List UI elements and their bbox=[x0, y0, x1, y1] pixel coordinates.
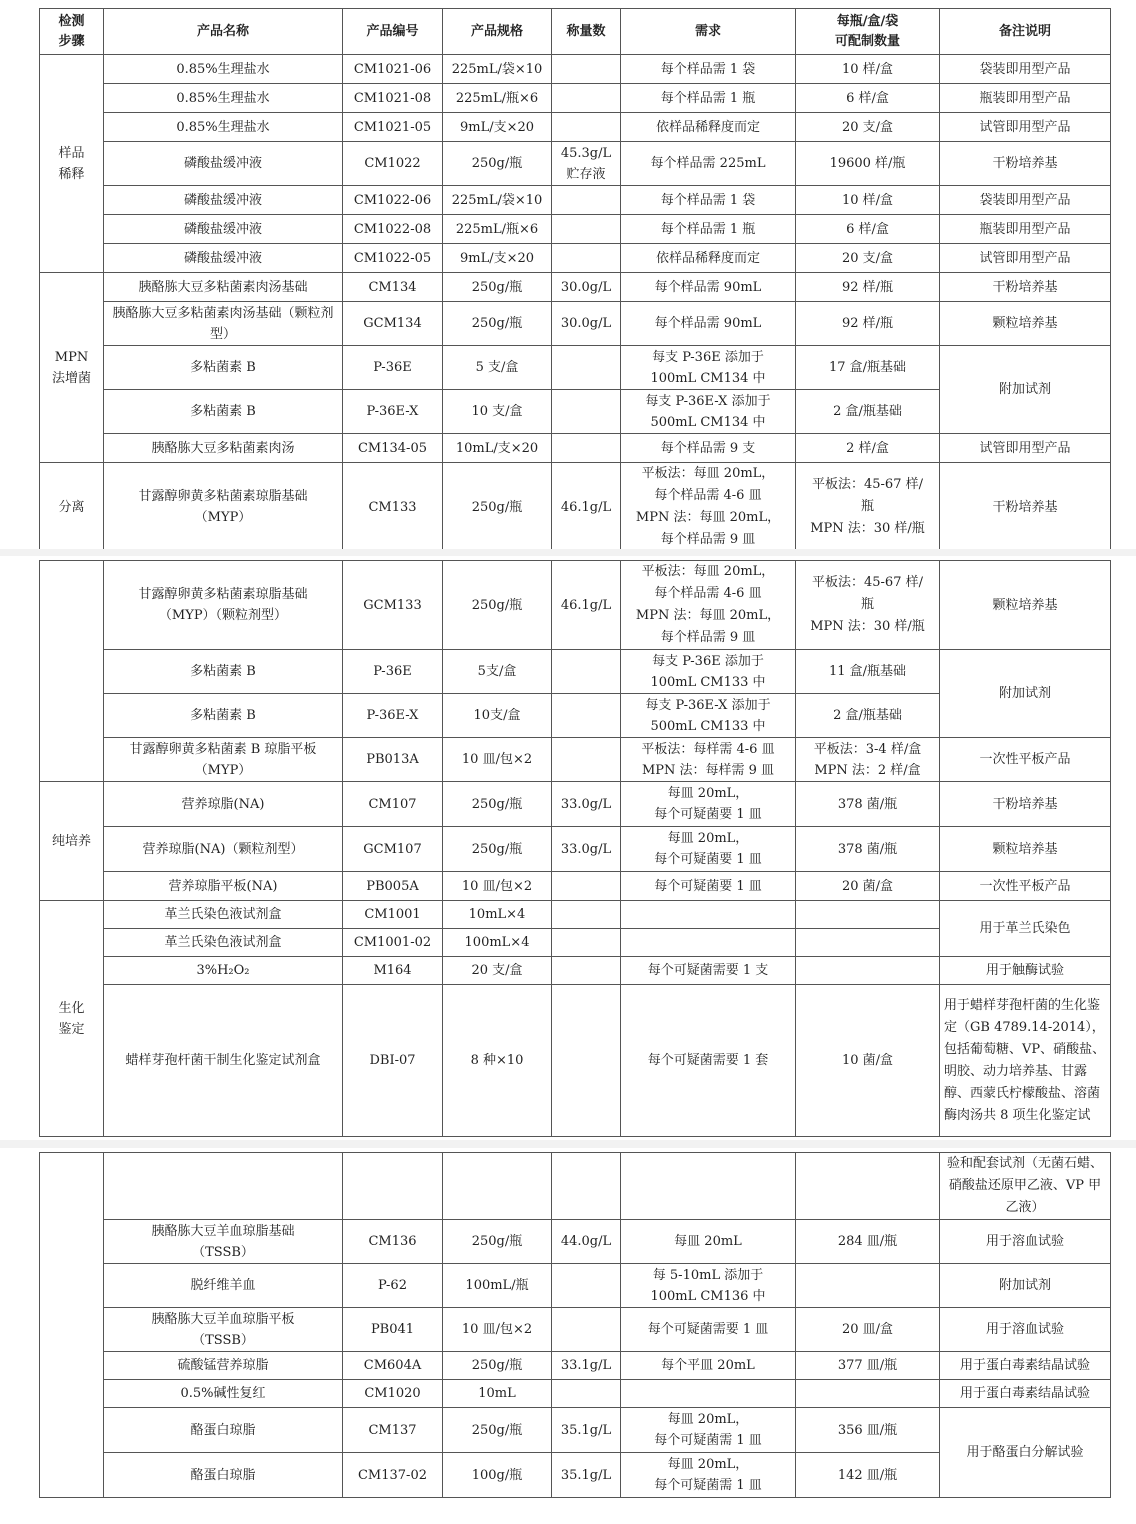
cell-spec: 10 皿/包×2 bbox=[443, 1308, 552, 1352]
cell-name: 革兰氏染色液试剂盒 bbox=[104, 901, 343, 929]
cell-note: 颗粒培养基 bbox=[940, 827, 1111, 872]
cell-name: 多粘菌素 B bbox=[104, 346, 343, 390]
cell-weigh bbox=[552, 985, 621, 1137]
cell-code: PB013A bbox=[343, 738, 443, 782]
cell-note: 用于革兰氏染色 bbox=[940, 901, 1111, 957]
cell-need: 每个样品需 1 袋 bbox=[621, 186, 796, 215]
table-row bbox=[40, 1264, 1111, 1308]
table-row bbox=[40, 273, 1111, 302]
table-row bbox=[40, 782, 1111, 827]
cell-name: 革兰氏染色液试剂盒 bbox=[104, 929, 343, 957]
cell-spec: 100mL×4 bbox=[443, 929, 552, 957]
cell-yield: 20 皿/盒 bbox=[796, 1308, 940, 1352]
cell-yield: 平板法：3-4 样/盒 MPN 法：2 样/盒 bbox=[796, 738, 940, 782]
cell-yield: 356 皿/瓶 bbox=[796, 1408, 940, 1453]
cell-weigh bbox=[552, 901, 621, 929]
cell-note: 袋装即用型产品 bbox=[940, 55, 1111, 84]
table-row bbox=[40, 186, 1111, 215]
cell-note: 用于酪蛋白分解试验 bbox=[940, 1408, 1111, 1498]
cell-note: 颗粒培养基 bbox=[940, 561, 1111, 650]
cell-need bbox=[621, 1153, 796, 1220]
cell-name: 营养琼脂(NA) bbox=[104, 782, 343, 827]
cell-spec: 5 支/盒 bbox=[443, 346, 552, 390]
cell-spec: 10 皿/包×2 bbox=[443, 872, 552, 901]
table-row bbox=[40, 1408, 1111, 1453]
table-row bbox=[40, 1220, 1111, 1264]
cell-code: GCM134 bbox=[343, 302, 443, 346]
cell-need: 每个可疑菌要 1 皿 bbox=[621, 872, 796, 901]
cell-code: CM1022-08 bbox=[343, 215, 443, 244]
cell-note: 干粉培养基 bbox=[940, 463, 1111, 552]
cell-spec: 250g/瓶 bbox=[443, 1220, 552, 1264]
cell-note: 干粉培养基 bbox=[940, 273, 1111, 302]
table-row bbox=[40, 55, 1111, 84]
header-name: 产品名称 bbox=[104, 9, 343, 55]
cell-spec: 10mL×4 bbox=[443, 901, 552, 929]
cell-weigh: 35.1g/L bbox=[552, 1453, 621, 1498]
cell-need: 每个样品需 225mL bbox=[621, 142, 796, 186]
cell-yield: 平板法：45-67 样/ 瓶 MPN 法：30 样/瓶 bbox=[796, 561, 940, 650]
cell-need: 每支 P-36E 添加于 100mL CM134 中 bbox=[621, 346, 796, 390]
cell-spec: 225mL/袋×10 bbox=[443, 55, 552, 84]
cell-need: 每个样品需 1 袋 bbox=[621, 55, 796, 84]
cell-name: 胰酪胨大豆多粘菌素肉汤 bbox=[104, 434, 343, 463]
step-dilution: 样品 稀释 bbox=[40, 55, 104, 273]
cell-name: 酪蛋白琼脂 bbox=[104, 1453, 343, 1498]
cell-yield: 6 样/盒 bbox=[796, 215, 940, 244]
cell-yield: 10 样/盒 bbox=[796, 55, 940, 84]
cell-need: 每个样品需 90mL bbox=[621, 273, 796, 302]
cell-need: 每支 P-36E 添加于 100mL CM133 中 bbox=[621, 650, 796, 694]
cell-name: 营养琼脂平板(NA) bbox=[104, 872, 343, 901]
cell-code: PB041 bbox=[343, 1308, 443, 1352]
cell-note: 瓶装即用型产品 bbox=[940, 215, 1111, 244]
cell-yield: 17 盒/瓶基础 bbox=[796, 346, 940, 390]
cell-code: CM137 bbox=[343, 1408, 443, 1453]
cell-weigh bbox=[552, 738, 621, 782]
cell-yield: 2 盒/瓶基础 bbox=[796, 390, 940, 434]
table-row bbox=[40, 827, 1111, 872]
cell-name: 0.85%生理盐水 bbox=[104, 113, 343, 142]
table-row bbox=[40, 434, 1111, 463]
header-code: 产品编号 bbox=[343, 9, 443, 55]
cell-weigh: 46.1g/L bbox=[552, 561, 621, 650]
cell-weigh bbox=[552, 872, 621, 901]
cell-weigh bbox=[552, 929, 621, 957]
cell-weigh: 46.1g/L bbox=[552, 463, 621, 552]
cell-code: CM1020 bbox=[343, 1380, 443, 1408]
table-row bbox=[40, 302, 1111, 346]
cell-need bbox=[621, 1380, 796, 1408]
cell-yield: 10 样/盒 bbox=[796, 186, 940, 215]
cell-note: 干粉培养基 bbox=[940, 782, 1111, 827]
cell-code: DBI-07 bbox=[343, 985, 443, 1137]
table-row bbox=[40, 738, 1111, 782]
cell-code: CM1001-02 bbox=[343, 929, 443, 957]
cell-spec: 250g/瓶 bbox=[443, 827, 552, 872]
step-pure-culture: 纯培养 bbox=[40, 782, 104, 901]
cell-spec: 250g/瓶 bbox=[443, 142, 552, 186]
cell-need: 依样品稀释度而定 bbox=[621, 244, 796, 273]
cell-yield: 11 盒/瓶基础 bbox=[796, 650, 940, 694]
cell-need: 平板法：每皿 20mL， 每个样品需 4-6 皿 MPN 法：每皿 20mL， 每个样品需 9 皿 bbox=[621, 561, 796, 650]
cell-note: 附加试剂 bbox=[940, 346, 1111, 434]
cell-yield: 377 皿/瓶 bbox=[796, 1352, 940, 1380]
cell-note: 用于溶血试验 bbox=[940, 1220, 1111, 1264]
cell-yield bbox=[796, 1380, 940, 1408]
step-mpn: MPN 法增菌 bbox=[40, 273, 104, 463]
cell-note: 用于蛋白毒素结晶试验 bbox=[940, 1352, 1111, 1380]
cell-need bbox=[621, 901, 796, 929]
cell-code: M164 bbox=[343, 957, 443, 985]
cell-code: CM136 bbox=[343, 1220, 443, 1264]
cell-spec: 250g/瓶 bbox=[443, 273, 552, 302]
header-spec: 产品规格 bbox=[443, 9, 552, 55]
cell-name: 磷酸盐缓冲液 bbox=[104, 186, 343, 215]
cell-name: 磷酸盐缓冲液 bbox=[104, 215, 343, 244]
cell-spec: 100mL/瓶 bbox=[443, 1264, 552, 1308]
page-3 bbox=[0, 1148, 1136, 1524]
cell-spec: 10 皿/包×2 bbox=[443, 738, 552, 782]
cell-weigh: 33.0g/L bbox=[552, 827, 621, 872]
cell-code: P-36E bbox=[343, 346, 443, 390]
cell-name: 胰酪胨大豆羊血琼脂平板 （TSSB） bbox=[104, 1308, 343, 1352]
cell-name: 磷酸盐缓冲液 bbox=[104, 142, 343, 186]
cell-name: 营养琼脂(NA)（颗粒剂型） bbox=[104, 827, 343, 872]
cell-weigh bbox=[552, 1308, 621, 1352]
cell-need: 每皿 20mL， 每个可疑菌要 1 皿 bbox=[621, 827, 796, 872]
cell-note: 颗粒培养基 bbox=[940, 302, 1111, 346]
header-weigh: 称量数 bbox=[552, 9, 621, 55]
cell-note: 一次性平板产品 bbox=[940, 872, 1111, 901]
cell-spec: 20 支/盒 bbox=[443, 957, 552, 985]
cell-code: CM1001 bbox=[343, 901, 443, 929]
cell-name: 甘露醇卵黄多粘菌素琼脂基础 （MYP）（颗粒剂型） bbox=[104, 561, 343, 650]
cell-spec: 250g/瓶 bbox=[443, 782, 552, 827]
cell-spec: 100g/瓶 bbox=[443, 1453, 552, 1498]
table-row bbox=[40, 901, 1111, 929]
step-biochem-cont bbox=[40, 1153, 104, 1498]
product-table-page-1 bbox=[39, 8, 1111, 552]
cell-weigh bbox=[552, 346, 621, 390]
cell-yield: 284 皿/瓶 bbox=[796, 1220, 940, 1264]
cell-spec: 5支/盒 bbox=[443, 650, 552, 694]
cell-spec: 250g/瓶 bbox=[443, 1408, 552, 1453]
cell-spec: 250g/瓶 bbox=[443, 1352, 552, 1380]
cell-spec: 225mL/瓶×6 bbox=[443, 215, 552, 244]
product-table-page-3 bbox=[39, 1152, 1111, 1498]
cell-need: 每个可疑菌需要 1 套 bbox=[621, 985, 796, 1137]
cell-code: CM134-05 bbox=[343, 434, 443, 463]
cell-weigh bbox=[552, 113, 621, 142]
cell-yield: 平板法：45-67 样/ 瓶 MPN 法：30 样/瓶 bbox=[796, 463, 940, 552]
cell-spec: 8 种×10 bbox=[443, 985, 552, 1137]
cell-yield bbox=[796, 957, 940, 985]
cell-spec bbox=[443, 1153, 552, 1220]
header-need: 需求 bbox=[621, 9, 796, 55]
cell-name: 多粘菌素 B bbox=[104, 694, 343, 738]
cell-yield bbox=[796, 1153, 940, 1220]
cell-weigh bbox=[552, 957, 621, 985]
header-yield: 每瓶/盒/袋 可配制数量 bbox=[796, 9, 940, 55]
cell-need: 平板法：每皿 20mL， 每个样品需 4-6 皿 MPN 法：每皿 20mL， 每个样品需 9 皿 bbox=[621, 463, 796, 552]
cell-name: 硫酸锰营养琼脂 bbox=[104, 1352, 343, 1380]
cell-code: CM1022-05 bbox=[343, 244, 443, 273]
table-row bbox=[40, 1380, 1111, 1408]
cell-code: CM1022 bbox=[343, 142, 443, 186]
cell-need: 每个样品需 1 瓶 bbox=[621, 84, 796, 113]
cell-weigh bbox=[552, 84, 621, 113]
cell-name: 3%H₂O₂ bbox=[104, 957, 343, 985]
cell-code: P-36E bbox=[343, 650, 443, 694]
cell-yield: 20 菌/盒 bbox=[796, 872, 940, 901]
cell-code: GCM107 bbox=[343, 827, 443, 872]
cell-code: CM604A bbox=[343, 1352, 443, 1380]
cell-need bbox=[621, 929, 796, 957]
cell-weigh bbox=[552, 1153, 621, 1220]
cell-code: P-62 bbox=[343, 1264, 443, 1308]
cell-weigh: 33.0g/L bbox=[552, 782, 621, 827]
cell-yield: 2 盒/瓶基础 bbox=[796, 694, 940, 738]
cell-weigh bbox=[552, 390, 621, 434]
cell-code: CM1021-06 bbox=[343, 55, 443, 84]
cell-spec: 225mL/瓶×6 bbox=[443, 84, 552, 113]
cell-note: 用于溶血试验 bbox=[940, 1308, 1111, 1352]
cell-weigh bbox=[552, 55, 621, 84]
cell-code: CM1022-06 bbox=[343, 186, 443, 215]
cell-need: 每支 P-36E-X 添加于 500mL CM134 中 bbox=[621, 390, 796, 434]
cell-need: 每个可疑菌需要 1 皿 bbox=[621, 1308, 796, 1352]
cell-yield: 378 菌/瓶 bbox=[796, 782, 940, 827]
cell-code: CM1021-08 bbox=[343, 84, 443, 113]
table-row bbox=[40, 244, 1111, 273]
step-biochem: 生化 鉴定 bbox=[40, 901, 104, 1137]
table-row bbox=[40, 1308, 1111, 1352]
cell-name: 胰酪胨大豆多粘菌素肉汤基础 bbox=[104, 273, 343, 302]
cell-name: 0.85%生理盐水 bbox=[104, 55, 343, 84]
cell-weigh bbox=[552, 650, 621, 694]
table-row bbox=[40, 346, 1111, 390]
table-row bbox=[40, 463, 1111, 552]
cell-need: 每个可疑菌需要 1 支 bbox=[621, 957, 796, 985]
cell-code: CM133 bbox=[343, 463, 443, 552]
cell-spec: 10支/盒 bbox=[443, 694, 552, 738]
cell-note: 用于蛋白毒素结晶试验 bbox=[940, 1380, 1111, 1408]
cell-name: 多粘菌素 B bbox=[104, 390, 343, 434]
cell-need: 每皿 20mL， 每个可疑菌需 1 皿 bbox=[621, 1408, 796, 1453]
cell-weigh: 45.3g/L 贮存液 bbox=[552, 142, 621, 186]
cell-note: 用于蜡样芽孢杆菌的生化鉴定（GB 4789.14-2014），包括葡萄糖、VP、硝酸盐、明胶、动力培养基、甘露醇、西蒙氏柠檬酸盐、溶菌酶肉汤共 8 项生化鉴定试 bbox=[940, 985, 1111, 1137]
cell-note: 验和配套试剂（无菌石蜡、硝酸盐还原甲乙液、VP 甲乙液） bbox=[940, 1153, 1111, 1220]
cell-weigh bbox=[552, 694, 621, 738]
step-isolation-cont bbox=[40, 561, 104, 782]
table-row bbox=[40, 1153, 1111, 1220]
cell-yield: 2 样/盒 bbox=[796, 434, 940, 463]
cell-yield bbox=[796, 929, 940, 957]
cell-spec: 250g/瓶 bbox=[443, 561, 552, 650]
cell-note: 瓶装即用型产品 bbox=[940, 84, 1111, 113]
table-row bbox=[40, 561, 1111, 650]
cell-note: 附加试剂 bbox=[940, 1264, 1111, 1308]
cell-spec: 9mL/支×20 bbox=[443, 113, 552, 142]
table-row bbox=[40, 957, 1111, 985]
page-2 bbox=[0, 556, 1136, 1146]
cell-need: 每支 P-36E-X 添加于 500mL CM133 中 bbox=[621, 694, 796, 738]
cell-need: 每皿 20mL， 每个可疑菌要 1 皿 bbox=[621, 782, 796, 827]
cell-yield: 10 菌/盒 bbox=[796, 985, 940, 1137]
table-row bbox=[40, 113, 1111, 142]
cell-name: 甘露醇卵黄多粘菌素琼脂基础 （MYP） bbox=[104, 463, 343, 552]
cell-name: 0.5%碱性复红 bbox=[104, 1380, 343, 1408]
cell-weigh: 30.0g/L bbox=[552, 302, 621, 346]
cell-spec: 250g/瓶 bbox=[443, 302, 552, 346]
cell-note: 干粉培养基 bbox=[940, 142, 1111, 186]
cell-yield: 20 支/盒 bbox=[796, 244, 940, 273]
cell-note: 试管即用型产品 bbox=[940, 434, 1111, 463]
cell-spec: 250g/瓶 bbox=[443, 463, 552, 552]
cell-weigh bbox=[552, 186, 621, 215]
cell-yield: 92 样/瓶 bbox=[796, 273, 940, 302]
cell-note: 试管即用型产品 bbox=[940, 244, 1111, 273]
cell-spec: 10mL bbox=[443, 1380, 552, 1408]
cell-need: 依样品稀释度而定 bbox=[621, 113, 796, 142]
cell-note: 用于触酶试验 bbox=[940, 957, 1111, 985]
cell-code: CM134 bbox=[343, 273, 443, 302]
cell-need: 每个样品需 1 瓶 bbox=[621, 215, 796, 244]
cell-code: CM107 bbox=[343, 782, 443, 827]
cell-note: 一次性平板产品 bbox=[940, 738, 1111, 782]
cell-spec: 10mL/支×20 bbox=[443, 434, 552, 463]
cell-note: 附加试剂 bbox=[940, 650, 1111, 738]
cell-code: P-36E-X bbox=[343, 694, 443, 738]
cell-need: 每个平皿 20mL bbox=[621, 1352, 796, 1380]
cell-weigh bbox=[552, 1380, 621, 1408]
cell-note: 试管即用型产品 bbox=[940, 113, 1111, 142]
cell-name: 多粘菌素 B bbox=[104, 650, 343, 694]
table-row bbox=[40, 84, 1111, 113]
cell-weigh bbox=[552, 1264, 621, 1308]
cell-yield: 6 样/盒 bbox=[796, 84, 940, 113]
table-row bbox=[40, 650, 1111, 694]
cell-yield bbox=[796, 1264, 940, 1308]
table-row bbox=[40, 142, 1111, 186]
header-note: 备注说明 bbox=[940, 9, 1111, 55]
cell-note: 袋装即用型产品 bbox=[940, 186, 1111, 215]
cell-weigh bbox=[552, 244, 621, 273]
cell-need: 每个样品需 90mL bbox=[621, 302, 796, 346]
cell-need: 平板法：每样需 4-6 皿 MPN 法：每样需 9 皿 bbox=[621, 738, 796, 782]
cell-yield: 20 支/盒 bbox=[796, 113, 940, 142]
header-row bbox=[40, 9, 1111, 55]
table-row bbox=[40, 1352, 1111, 1380]
cell-name: 脱纤维羊血 bbox=[104, 1264, 343, 1308]
cell-weigh: 35.1g/L bbox=[552, 1408, 621, 1453]
cell-code: P-36E-X bbox=[343, 390, 443, 434]
cell-yield bbox=[796, 901, 940, 929]
table-row bbox=[40, 215, 1111, 244]
cell-weigh: 33.1g/L bbox=[552, 1352, 621, 1380]
cell-name: 胰酪胨大豆多粘菌素肉汤基础（颗粒剂型） bbox=[104, 302, 343, 346]
cell-need: 每 5-10mL 添加于 100mL CM136 中 bbox=[621, 1264, 796, 1308]
product-table-page-2 bbox=[39, 560, 1111, 1137]
cell-need: 每皿 20mL bbox=[621, 1220, 796, 1264]
table-row bbox=[40, 985, 1111, 1137]
cell-weigh bbox=[552, 434, 621, 463]
step-isolation: 分离 bbox=[40, 463, 104, 552]
cell-weigh: 44.0g/L bbox=[552, 1220, 621, 1264]
page-1 bbox=[0, 0, 1136, 556]
cell-code: PB005A bbox=[343, 872, 443, 901]
cell-spec: 10 支/盒 bbox=[443, 390, 552, 434]
cell-code: CM137-02 bbox=[343, 1453, 443, 1498]
cell-yield: 142 皿/瓶 bbox=[796, 1453, 940, 1498]
cell-name: 磷酸盐缓冲液 bbox=[104, 244, 343, 273]
cell-need: 每个样品需 9 支 bbox=[621, 434, 796, 463]
cell-yield: 92 样/瓶 bbox=[796, 302, 940, 346]
cell-code: CM1021-05 bbox=[343, 113, 443, 142]
cell-code: GCM133 bbox=[343, 561, 443, 650]
cell-spec: 225mL/袋×10 bbox=[443, 186, 552, 215]
cell-need: 每皿 20mL， 每个可疑菌需 1 皿 bbox=[621, 1453, 796, 1498]
cell-name: 0.85%生理盐水 bbox=[104, 84, 343, 113]
cell-name: 蜡样芽孢杆菌干制生化鉴定试剂盒 bbox=[104, 985, 343, 1137]
cell-yield: 19600 样/瓶 bbox=[796, 142, 940, 186]
cell-code bbox=[343, 1153, 443, 1220]
cell-name: 甘露醇卵黄多粘菌素 B 琼脂平板 （MYP） bbox=[104, 738, 343, 782]
header-step: 检测 步骤 bbox=[40, 9, 104, 55]
table-row bbox=[40, 872, 1111, 901]
cell-spec: 9mL/支×20 bbox=[443, 244, 552, 273]
cell-yield: 378 菌/瓶 bbox=[796, 827, 940, 872]
cell-name: 酪蛋白琼脂 bbox=[104, 1408, 343, 1453]
cell-name bbox=[104, 1153, 343, 1220]
cell-weigh: 30.0g/L bbox=[552, 273, 621, 302]
cell-name: 胰酪胨大豆羊血琼脂基础 （TSSB） bbox=[104, 1220, 343, 1264]
cell-weigh bbox=[552, 215, 621, 244]
